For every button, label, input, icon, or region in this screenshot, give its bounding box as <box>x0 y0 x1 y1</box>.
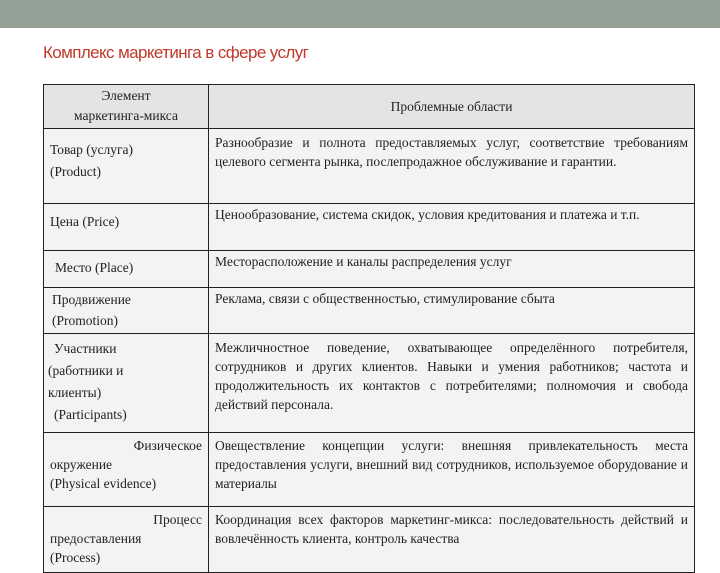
header-element <box>44 85 209 129</box>
element-line: (работники и <box>48 363 124 378</box>
element-line: (Physical evidence) <box>50 476 157 491</box>
element-cell <box>44 251 209 288</box>
element-line: (Process) <box>50 550 101 565</box>
element-line: Процесс <box>153 512 202 527</box>
slide-title: Комплекс маркетинга в сфере услуг <box>43 43 309 62</box>
element-line: клиенты) <box>48 385 102 400</box>
table-row-physical-evidence <box>44 433 695 507</box>
header-problems: Проблемные области <box>209 85 695 129</box>
element-line: Место (Place) <box>55 260 134 275</box>
header-element-line: Элемент <box>101 88 151 103</box>
element-line: Физическое <box>133 438 202 453</box>
element-line: Продвижение <box>52 292 131 307</box>
element-line: предоставления <box>50 531 142 546</box>
element-line: Участники <box>54 341 117 356</box>
element-cell <box>44 433 209 507</box>
table-row-participants <box>44 334 695 433</box>
element-line: (Participants) <box>54 407 127 422</box>
element-cell <box>44 334 209 433</box>
table-row-place <box>44 251 695 288</box>
element-line: (Product) <box>50 164 101 179</box>
problems-cell: Овеществление концепции услуги: внешняя привлекательность места предоставления услуги, внешний вид сотрудников, используемое оборудование и материалы <box>209 433 695 507</box>
problems-cell: Месторасположение и каналы распределения услуг <box>209 251 695 288</box>
problems-cell: Разнообразие и полнота предоставляемых услуг, соответствие требованиям целевого сегмента рынка, послепродажное обслуживание и гарантии. <box>209 129 695 204</box>
element-line: (Promotion) <box>52 313 118 328</box>
element-line: Цена (Price) <box>50 214 120 229</box>
element-cell <box>44 204 209 251</box>
table-row-price <box>44 204 695 251</box>
element-cell <box>44 129 209 204</box>
problems-cell: Межличностное поведение, охватывающее определённого потребителя, сотрудников и других клиентов. Навыки и умения работников; частота и продолжительность их контактов с потребителями; полномочия и свобода действий персонала. <box>209 334 695 433</box>
top-decorative-band <box>0 0 720 28</box>
problems-cell: Ценообразование, система скидок, условия кредитования и платежа и т.п. <box>209 204 695 251</box>
problems-cell: Координация всех факторов маркетинг-микса: последовательность действий и вовлечённость клиента, контроль качества <box>209 507 695 573</box>
problems-cell: Реклама, связи с общественностью, стимулирование сбыта <box>209 288 695 334</box>
header-element-line: маркетинга-микса <box>74 108 178 123</box>
table-row-product <box>44 129 695 204</box>
table-header-row <box>44 85 695 129</box>
element-line: окружение <box>50 457 113 472</box>
table-row-promotion <box>44 288 695 334</box>
element-line: Товар (услуга) <box>50 142 134 157</box>
marketing-mix-table <box>43 84 695 573</box>
element-cell <box>44 288 209 334</box>
